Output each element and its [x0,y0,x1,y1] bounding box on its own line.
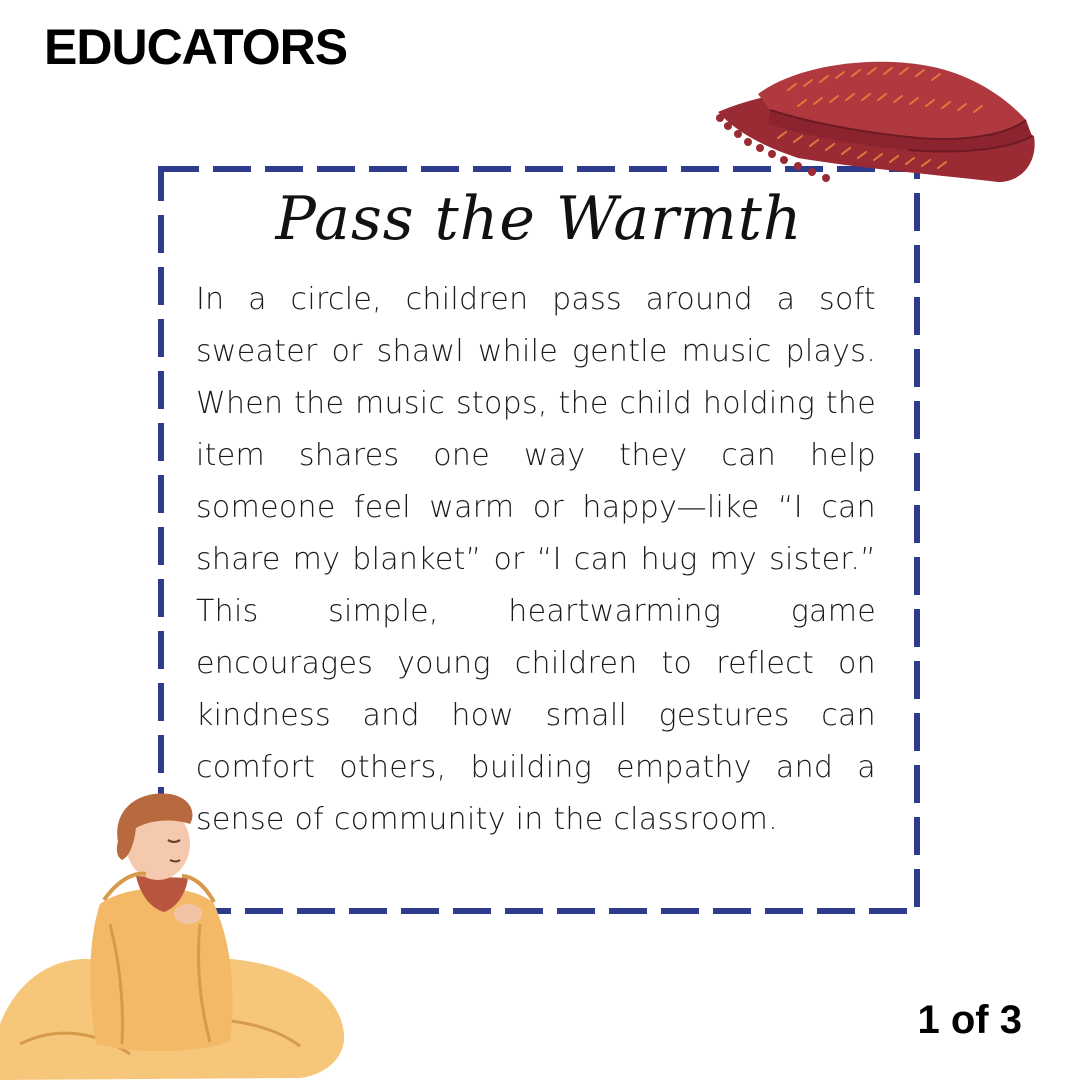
card-title: Pass the Warmth [275,184,803,254]
section-heading: EDUCATORS [44,19,348,75]
child-in-blanket-icon [0,784,360,1080]
folded-blanket-icon [708,50,1040,190]
card-body-text: In a circle, children pass around a soft sweater or shawl while gentle music plays. When the music stops, the child holding the item shares one way they can help someone feel warm or happy—like “I can share my blanket” or “I can hug my sister.” This simple, heartwarming game encourages young children to reflect on kindness and how small gestures can comfort others, building empathy and a sense of community in the classroom. [196,282,876,837]
page-indicator: 1 of 3 [917,998,1022,1042]
